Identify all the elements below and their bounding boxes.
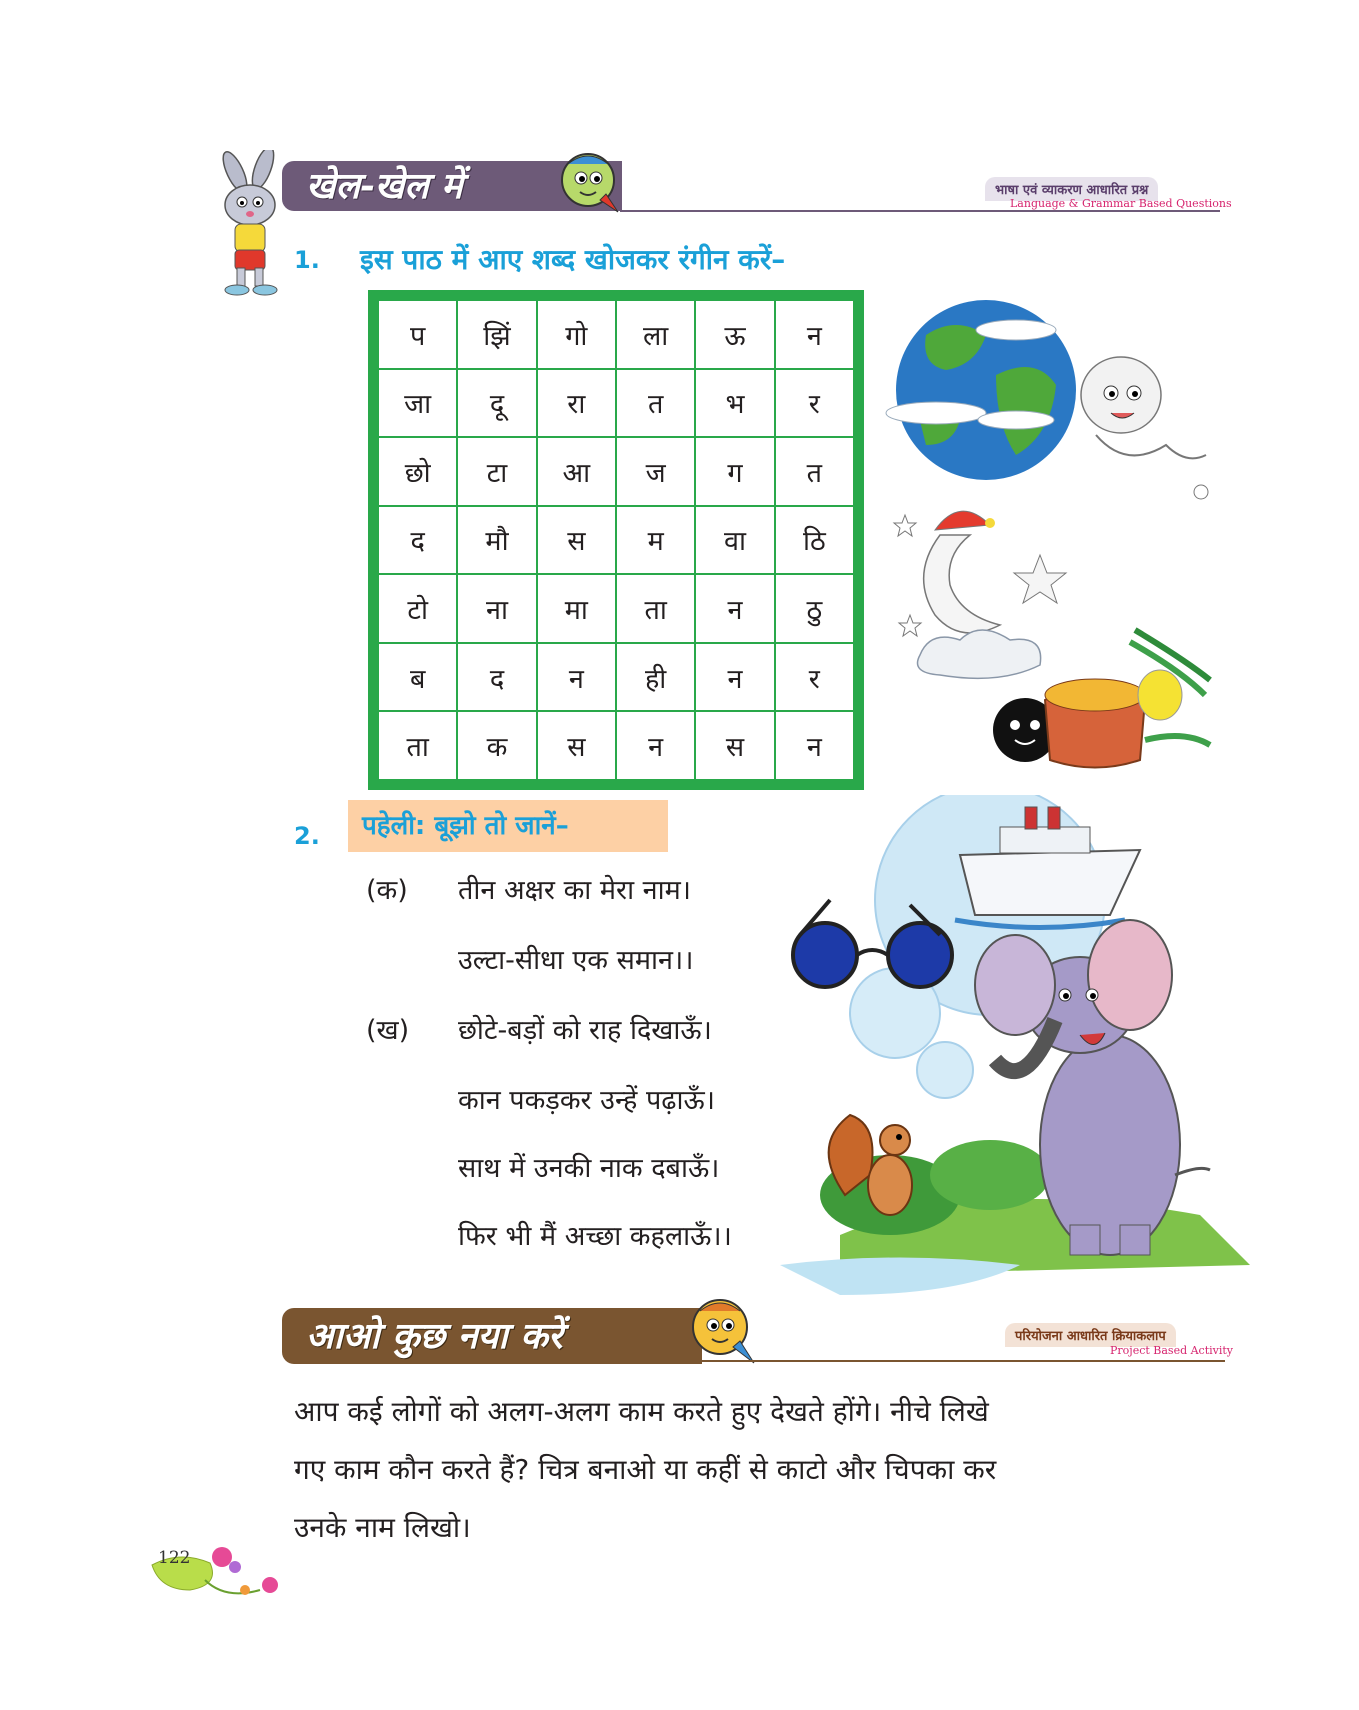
grid-row (378, 300, 854, 369)
grid-cell[interactable]: म (616, 506, 695, 575)
grid-cell[interactable]: न (537, 643, 616, 712)
riddle-illustration (780, 795, 1260, 1315)
grid-cell[interactable]: रा (537, 369, 616, 438)
grid-cell[interactable]: जा (378, 369, 457, 438)
riddle-a-line-2: उल्टा-सीधा एक समान।। (458, 945, 694, 976)
grid-cell[interactable]: न (695, 643, 774, 712)
grid-row (378, 574, 854, 643)
grid-cell[interactable]: ग (695, 437, 774, 506)
grid-cell[interactable]: द (378, 506, 457, 575)
grid-cell[interactable]: छो (378, 437, 457, 506)
grid-row (378, 711, 854, 780)
grid-cell[interactable]: ज (616, 437, 695, 506)
grid-row (378, 369, 854, 438)
grid-cell[interactable]: र (775, 369, 854, 438)
grid-cell[interactable]: गो (537, 300, 616, 369)
grid-cell[interactable]: भ (695, 369, 774, 438)
grid-cell[interactable]: मौ (457, 506, 536, 575)
grid-cell[interactable]: प (378, 300, 457, 369)
grid-row (378, 643, 854, 712)
page-number: 122 (158, 1548, 191, 1568)
grid-cell[interactable]: त (616, 369, 695, 438)
earth-illustration-icon (866, 295, 1216, 525)
section1-tag-hindi: भाषा एवं व्याकरण आधारित प्रश्न (985, 177, 1158, 201)
riddle-b-line-4: फिर भी मैं अच्छा कहलाऊँ।। (458, 1221, 732, 1252)
riddle-a-line-1: तीन अक्षर का मेरा नाम। (458, 875, 691, 906)
section2-rule (700, 1360, 1225, 1362)
grid-cell[interactable]: न (775, 300, 854, 369)
grid-cell[interactable]: आ (537, 437, 616, 506)
grid-cell[interactable]: स (695, 711, 774, 780)
riddle-a-label: (क) (366, 875, 408, 906)
section2-tag-hindi: परियोजना आधारित क्रियाकलाप (1005, 1323, 1176, 1347)
grid-cell[interactable]: ला (616, 300, 695, 369)
question-2-number: 2. (294, 822, 320, 850)
grid-cell[interactable]: मा (537, 574, 616, 643)
grid-cell[interactable]: त (775, 437, 854, 506)
spice-pots-illustration-icon (985, 620, 1215, 780)
grid-cell[interactable]: न (775, 711, 854, 780)
section1-tag-english: Language & Grammar Based Questions (1010, 197, 1232, 210)
grid-cell[interactable]: ता (378, 711, 457, 780)
grid-cell[interactable]: द (457, 643, 536, 712)
riddle-b-line-2: कान पकड़कर उन्हें पढ़ाऊँ। (458, 1085, 715, 1116)
riddle-b-label: (ख) (366, 1015, 410, 1046)
grid-cell[interactable]: ता (616, 574, 695, 643)
grid-cell[interactable]: स (537, 711, 616, 780)
pencil-mascot-icon (558, 150, 624, 218)
word-search-table (377, 299, 855, 781)
section-banner-title: खेल-खेल में (306, 165, 463, 207)
section1-rule (620, 210, 1220, 212)
riddle-b-line-1: छोटे-बड़ों को राह दिखाऊँ। (458, 1015, 712, 1046)
grid-cell[interactable]: ही (616, 643, 695, 712)
paragraph-line-2: गए काम कौन करते हैं? चित्र बनाओ या कहीं से काटो और चिपका कर (294, 1453, 997, 1486)
grid-cell[interactable]: ठि (775, 506, 854, 575)
paragraph-line-1: आप कई लोगों को अलग-अलग काम करते हुए देखते होंगे। नीचे लिखे (294, 1395, 989, 1428)
grid-cell[interactable]: वा (695, 506, 774, 575)
section2-banner-title: आओ कुछ नया करें (306, 1315, 563, 1357)
grid-cell[interactable]: झिं (457, 300, 536, 369)
grid-row (378, 437, 854, 506)
grid-cell[interactable]: र (775, 643, 854, 712)
riddle-b-line-3: साथ में उनकी नाक दबाऊँ। (458, 1153, 720, 1184)
question-1-number: 1. (294, 246, 320, 274)
grid-cell[interactable]: स (537, 506, 616, 575)
question-1-text: इस पाठ में आए शब्द खोजकर रंगीन करें– (360, 243, 786, 276)
pencil-mascot-2-icon (688, 1295, 760, 1367)
grid-cell[interactable]: न (695, 574, 774, 643)
grid-cell[interactable]: ब (378, 643, 457, 712)
grid-cell[interactable]: दू (457, 369, 536, 438)
grid-cell[interactable]: क (457, 711, 536, 780)
word-search-grid (368, 290, 864, 790)
paragraph-line-3: उनके नाम लिखो। (294, 1511, 471, 1544)
section-banner-aao (282, 1308, 702, 1364)
grid-cell[interactable]: ना (457, 574, 536, 643)
grid-cell[interactable]: टा (457, 437, 536, 506)
grid-cell[interactable]: ठु (775, 574, 854, 643)
grid-row (378, 506, 854, 575)
grid-cell[interactable]: ऊ (695, 300, 774, 369)
grid-cell[interactable]: न (616, 711, 695, 780)
section2-tag-english: Project Based Activity (1110, 1344, 1234, 1357)
grid-cell[interactable]: टो (378, 574, 457, 643)
puzzle-title-box: पहेली: बूझो तो जानें– (348, 800, 668, 852)
